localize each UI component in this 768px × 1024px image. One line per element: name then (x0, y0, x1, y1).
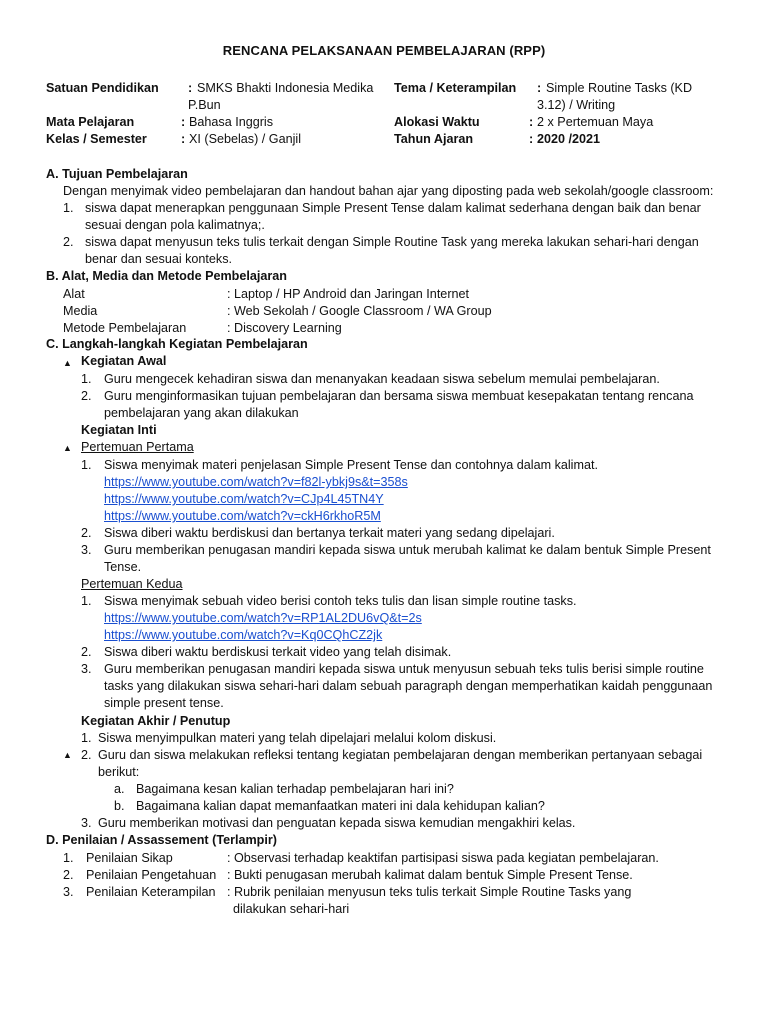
list-item-cont: Tense. (104, 560, 142, 574)
list-item: Siswa menyimpulkan materi yang telah dipelajari melalui kolom diskusi. (98, 731, 497, 745)
list-number: 1. (81, 372, 92, 386)
list-number: 1. (81, 458, 92, 472)
list-number: 1. (81, 731, 92, 745)
kegiatan-inti-heading: Kegiatan Inti (81, 423, 157, 437)
list-item-cont: benar dan sesuai konteks. (85, 252, 233, 266)
kelas-label: Kelas / Semester (46, 132, 147, 146)
list-item-cont: simple present tense. (104, 696, 224, 710)
youtube-link[interactable]: https://www.youtube.com/watch?v=Kq0CQhCZ2jk (104, 628, 383, 642)
kegiatan-awal-heading: Kegiatan Awal (81, 354, 167, 368)
document-title: RENCANA PELAKSANAAN PEMBELAJARAN (RPP) (222, 43, 546, 58)
section-a-intro: Dengan menyimak video pembelajaran dan handout bahan ajar yang diposting pada web sekolah/google classroom: (63, 184, 714, 198)
penilaian-value: : Bukti penugasan merubah kalimat dalam bentuk Simple Present Tense. (227, 868, 633, 882)
penilaian-label: Penilaian Pengetahuan (86, 868, 217, 882)
list-item-cont: tasks yang dilakukan siswa sehari-hari dalam sebuah paragraph dengan memperhatikan kaidah penggunaan (104, 679, 713, 693)
tema-value: Simple Routine Tasks (KD (546, 81, 693, 95)
alokasi-value: 2 x Pertemuan Maya (537, 115, 654, 129)
list-item: Guru menginformasikan tujuan pembelajaran dan bersama siswa membuat kesepakatan tentang rencana (104, 389, 694, 403)
metode-value: : Discovery Learning (227, 321, 342, 335)
list-number: 1. (63, 201, 74, 215)
penilaian-label: Penilaian Sikap (86, 851, 173, 865)
penilaian-label: Penilaian Keterampilan (86, 885, 216, 899)
section-a-heading: A. Tujuan Pembelajaran (46, 167, 188, 181)
alat-label: Alat (63, 287, 85, 301)
list-item-cont: pembelajaran yang akan dilakukan (104, 406, 299, 420)
satuan-value: SMKS Bhakti Indonesia Medika (197, 81, 374, 95)
kegiatan-akhir-heading: Kegiatan Akhir / Penutup (81, 714, 231, 728)
satuan-colon: : (188, 81, 193, 95)
list-item: Siswa diberi waktu berdiskusi terkait video yang telah disimak. (104, 645, 452, 659)
sub-list-letter: b. (114, 799, 125, 813)
list-item: Guru memberikan penugasan mandiri kepada siswa untuk menyusun sebuah teks tulis berisi simple routine (104, 662, 704, 676)
youtube-link[interactable]: https://www.youtube.com/watch?v=CJp4L45TN4Y (104, 492, 384, 506)
list-number: 1. (81, 594, 92, 608)
list-item: Guru mengecek kehadiran siswa dan menanyakan keadaan siswa sebelum memulai pembelajaran. (104, 372, 660, 386)
youtube-link[interactable]: https://www.youtube.com/watch?v=ckH6rkhoR5M (104, 509, 381, 523)
pertemuan-kedua-heading: Pertemuan Kedua (81, 577, 183, 591)
list-number: 2. (81, 389, 92, 403)
kelas-colon: : (181, 132, 186, 146)
list-item-cont: sesuai dengan pola kalimatnya;. (85, 218, 265, 232)
satuan-label: Satuan Pendidikan (46, 81, 159, 95)
list-number: 3. (63, 885, 74, 899)
triangle-bullet-icon: ▲ (63, 750, 72, 760)
mapel-colon: : (181, 115, 186, 129)
list-number: 3. (81, 543, 92, 557)
list-number: 2. (81, 645, 92, 659)
pertemuan-pertama-heading: Pertemuan Pertama (81, 440, 194, 454)
sub-list-letter: a. (114, 782, 125, 796)
tahun-value: 2020 /2021 (537, 132, 601, 146)
kelas-value: XI (Sebelas) / Ganjil (189, 132, 301, 146)
list-item: siswa dapat menyusun teks tulis terkait dengan Simple Routine Task yang mereka lakukan sehari-hari dengan (85, 235, 699, 249)
list-item: Siswa menyimak materi penjelasan Simple Present Tense dan contohnya dalam kalimat. (104, 458, 598, 472)
media-value: : Web Sekolah / Google Classroom / WA Group (227, 304, 492, 318)
list-number: 2. (81, 748, 92, 762)
list-number: 3. (81, 816, 92, 830)
media-label: Media (63, 304, 98, 318)
mapel-label: Mata Pelajaran (46, 115, 135, 129)
list-number: 2. (63, 868, 74, 882)
list-item: Guru memberikan motivasi dan penguatan kepada siswa kemudian mengakhiri kelas. (98, 816, 576, 830)
penilaian-value-cont: dilakukan sehari-hari (233, 902, 350, 916)
penilaian-value: : Observasi terhadap keaktifan partisipasi siswa pada kegiatan pembelajaran. (227, 851, 659, 865)
tahun-colon: : (529, 132, 534, 146)
section-d-heading: D. Penilaian / Assassement (Terlampir) (46, 833, 277, 847)
list-number: 3. (81, 662, 92, 676)
tema-label: Tema / Keterampilan (394, 81, 517, 95)
alokasi-label: Alokasi Waktu (394, 115, 480, 129)
tema-value-cont: 3.12) / Writing (537, 98, 616, 112)
triangle-bullet-icon: ▲ (63, 443, 72, 453)
mapel-value: Bahasa Inggris (189, 115, 274, 129)
list-item: siswa dapat menerapkan penggunaan Simple Present Tense dalam kalimat sederhana dengan baik dan benar (85, 201, 701, 215)
triangle-bullet-icon: ▲ (63, 358, 72, 368)
youtube-link[interactable]: https://www.youtube.com/watch?v=RP1AL2DU6vQ&t=2s (104, 611, 422, 625)
youtube-link[interactable]: https://www.youtube.com/watch?v=f82l-ybkj9s&t=358s (104, 475, 408, 489)
section-b-heading: B. Alat, Media dan Metode Pembelajaran (46, 269, 287, 283)
list-number: 1. (63, 851, 74, 865)
tema-colon: : (537, 81, 542, 95)
section-c-heading: C. Langkah-langkah Kegiatan Pembelajaran (46, 337, 308, 351)
list-number: 2. (81, 526, 92, 540)
list-item: Siswa diberi waktu berdiskusi dan bertanya terkait materi yang sedang dipelajari. (104, 526, 555, 540)
list-item: Guru dan siswa melakukan refleksi tentang kegiatan pembelajaran dengan memberikan pertanyaan sebagai (98, 748, 703, 762)
list-number: 2. (63, 235, 74, 249)
satuan-value-cont: P.Bun (188, 98, 221, 112)
list-item: Guru memberikan penugasan mandiri kepada siswa untuk merubah kalimat ke dalam bentuk Simple Present (104, 543, 711, 557)
penilaian-value: : Rubrik penilaian menyusun teks tulis terkait Simple Routine Tasks yang (227, 885, 632, 899)
alokasi-colon: : (529, 115, 534, 129)
tahun-label: Tahun Ajaran (394, 132, 474, 146)
list-item: Siswa menyimak sebuah video berisi contoh teks tulis dan lisan simple routine tasks. (104, 594, 577, 608)
alat-value: : Laptop / HP Android dan Jaringan Internet (227, 287, 470, 301)
sub-list-item: Bagaimana kesan kalian terhadap pembelajaran hari ini? (136, 782, 454, 796)
list-item-cont: berikut: (98, 765, 140, 779)
sub-list-item: Bagaimana kalian dapat memanfaatkan materi ini dala kehidupan kalian? (136, 799, 545, 813)
metode-label: Metode Pembelajaran (63, 321, 187, 335)
